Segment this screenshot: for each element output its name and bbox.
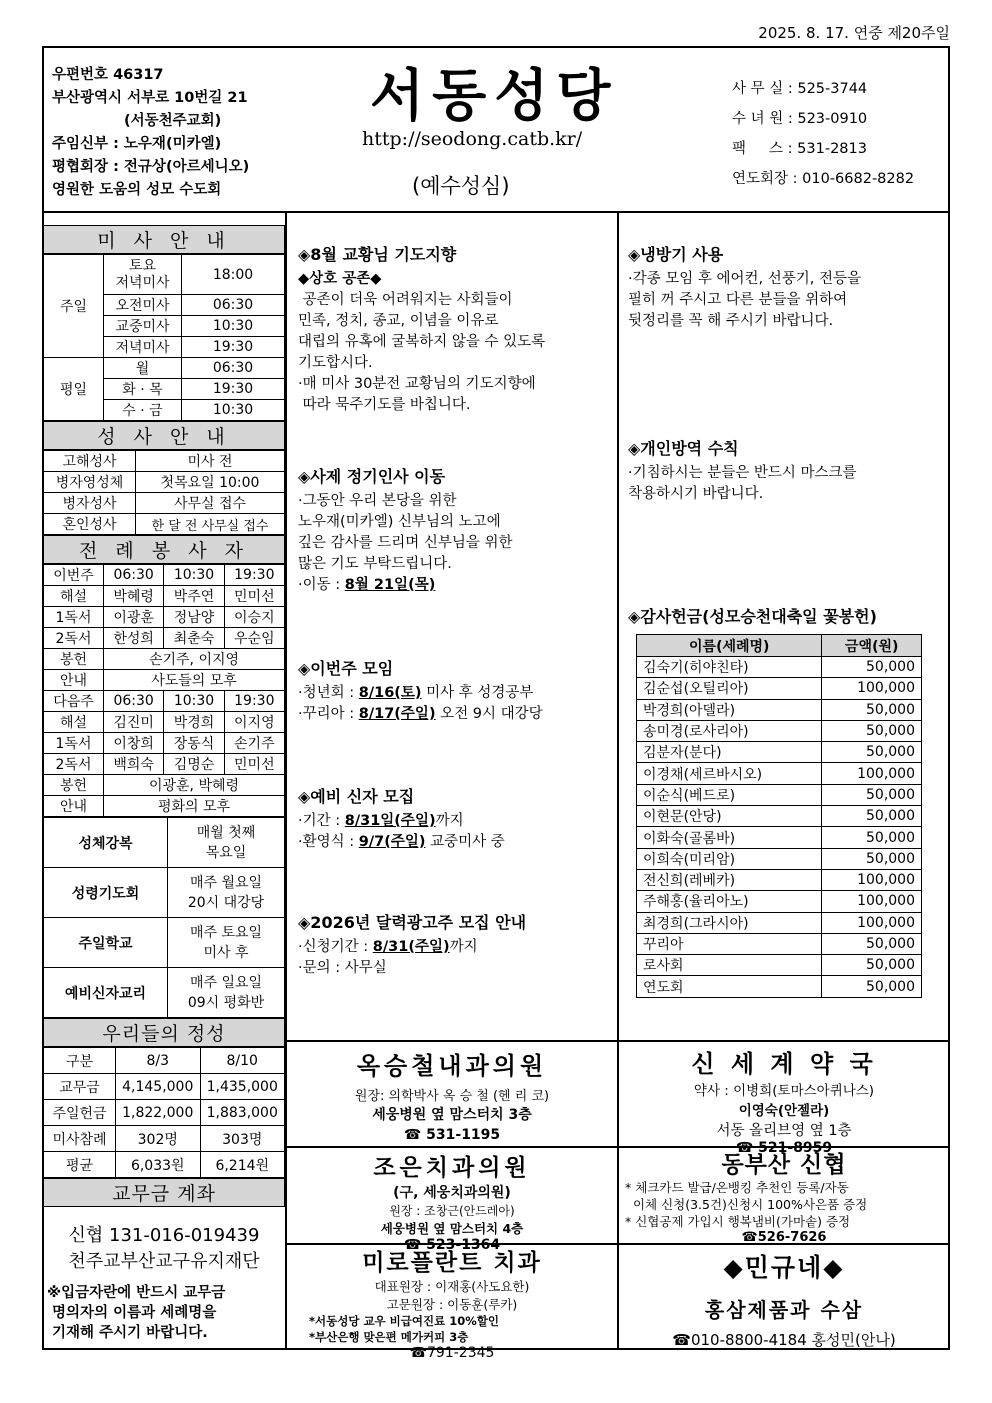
donation-amount: 100,000: [822, 891, 922, 912]
donation-amount: 50,000: [822, 955, 922, 976]
donor-name: 이화숙(골롬바): [637, 827, 822, 848]
offering-table: 구분 8/3 8/10 교무금 4,145,000 1,435,000 주일헌금 1,822,000 1,883,000 미사참례 302명 303명 평균 6,033원 6,214원: [43, 1047, 285, 1178]
donation-amount: 50,000: [822, 720, 922, 741]
notice-quarantine: ◈개인방역 수칙 ·기침하시는 분들은 반드시 마스크를 착용하시기 바랍니다.: [628, 439, 857, 502]
donation-amount: 50,000: [822, 699, 922, 720]
notice-priest-transfer: ◈사제 정기인사 이동 ·그동안 우리 본당을 위한 노우재(미카엘) 신부님의 노고에 깊은 감사를 드리며 신부님을 위한 많은 기도 부탁드립니다. ·이동 : 8월 21일(목): [298, 467, 513, 593]
contact-numbers: 사 무 실 : 525-3744 수 녀 원 : 523-0910 팩 스 : 531-2813 연도회장 : 010-6682-8282: [732, 81, 915, 187]
donation-row: [637, 848, 922, 869]
mass-table: 주일 토요 저녁미사 18:00 오전미사 06:30 교중미사 10:30 저녁미사 19:30 평일 월 06:30 화 · 목 19:30 수 · 금 10:30: [43, 254, 285, 421]
donor-name: 김분자(분다): [637, 742, 822, 763]
donor-name: 연도회: [637, 976, 822, 997]
issue-date: 2025. 8. 17. 연중 제20주일: [758, 24, 950, 42]
donation-row: [637, 763, 922, 784]
ad-credit-union: 동부산 신협 * 체크카드 발급/온뱅킹 추천인 등록/자동 이체 신청(3.5건)신청시 100%사은품 증정 * 신협공제 가입시 행복냄비(가마솥) 증정 ☎526-7626: [625, 1152, 868, 1245]
donor-name: 송미경(로사리아): [637, 720, 822, 741]
donation-row: [637, 891, 922, 912]
donation-amount: 50,000: [822, 848, 922, 869]
donor-name: 이경채(세르바시오): [637, 763, 822, 784]
donation-row: [637, 976, 922, 997]
donation-row: [637, 869, 922, 890]
donor-name: 꾸리아: [637, 933, 822, 954]
donation-row: [637, 827, 922, 848]
header-divider: [42, 211, 950, 213]
account-number: 신협 131-016-019439 천주교부산교구유지재단: [68, 1225, 260, 1272]
ad-internal-clinic: 옥승철내과의원 원장: 의학박사 옥 승 철 (헨 리 코) 세웅병원 옆 맘스터치 3층 ☎ 531-1195: [354, 1052, 550, 1143]
donor-name: 최경희(그라시아): [637, 912, 822, 933]
ads-divider: [285, 1040, 950, 1042]
donation-amount: 50,000: [822, 827, 922, 848]
donation-row: [637, 933, 922, 954]
donor-name: 이희숙(미리암): [637, 848, 822, 869]
donation-amount: 100,000: [822, 678, 922, 699]
donor-name: 전신희(레베카): [637, 869, 822, 890]
ad-pharmacy: 신 세 계 약 국 약사 : 이병희(토마스아퀴나스) 이영숙(안젤라) 서동 올리브영 옆 1층 ☎ 521-8959: [691, 1050, 877, 1156]
ad-ginseng: ◆민규네◆ 홍삼제품과 수삼 ☎010-8800-4184 홍성민(안나): [672, 1253, 896, 1349]
parish-title: 서동성당: [370, 64, 619, 129]
donation-row: [637, 678, 922, 699]
donation-row: [637, 699, 922, 720]
sacrament-table: 고해성사 미사 전 병자영성체 첫목요일 10:00 병자성사 사무실 접수 혼인성사 한 달 전 사무실 접수: [43, 450, 285, 535]
notice-aircon: ◈냉방기 사용 ·각종 모임 후 에어컨, 선풍기, 전등을 필히 꺼 주시고 다른 분들을 위하여 뒷정리를 꼭 해 주시기 바랍니다.: [628, 245, 861, 329]
donation-amount: 50,000: [822, 806, 922, 827]
schedule-table: 성체강복 매월 첫째 목요일 성령기도회 매주 월요일 20시 대강당 주일학교 매주 토요일 미사 후 예비신자교리 매주 일요일 09시 평화반: [43, 817, 285, 1018]
donation-row: [637, 912, 922, 933]
account-note: ※입금자란에 반드시 교무금 명의자의 이름과 세례명을 기재해 주시기 바랍니다.: [47, 1285, 226, 1341]
donation-amount: 100,000: [822, 912, 922, 933]
account-title: 교무금 계좌: [43, 1178, 285, 1207]
donation-amount: 100,000: [822, 763, 922, 784]
offering-title: 우리들의 정성: [43, 1018, 285, 1047]
donation-row: [637, 657, 922, 678]
donor-name: 박경희(아델라): [637, 699, 822, 720]
donor-name: 주해홍(율리아노): [637, 891, 822, 912]
donation-amount: 50,000: [822, 976, 922, 997]
donation-amount: 100,000: [822, 869, 922, 890]
servers-title: 전 례 봉 사 자: [43, 535, 285, 564]
donor-name: 김순섭(오틸리아): [637, 678, 822, 699]
donation-row: [637, 784, 922, 805]
donation-row: [637, 742, 922, 763]
ad-implant-dental: 미로플란트 치과 대표원장 : 이재홍(사도요한) 고문원장 : 이동훈(루카) *서동성당 교우 비급여진료 10%할인 *부산은행 맞은편 메가커피 3층 ☎791-2345: [309, 1250, 542, 1361]
servers-table: 이번주 06:30 10:30 19:30 해설 박혜령 박주연 민미선 1독서 이광훈 정남양 이승지 2독서 한성희 최춘숙 우순임 봉헌 손기주, 이지영 안내 사도들의 모후 다음주 06:30 10:30 19:30 해설 김진미 박경희 이지영 1독서 이창희 장동식 손기주 2독서 백희숙 김명순 민미선 봉헌 이광훈, 박혜령 안내 평화의 모후: [43, 564, 285, 817]
donor-name: 김숙기(히야친타): [637, 657, 822, 678]
donation-amount: 50,000: [822, 784, 922, 805]
donation-amount: 50,000: [822, 657, 922, 678]
donor-name: 이순식(베드로): [637, 784, 822, 805]
donation-amount: 50,000: [822, 933, 922, 954]
donation-section: ◈감사헌금(성모승천대축일 꽃봉헌): [628, 607, 877, 626]
donation-row: [637, 955, 922, 976]
ad-dental-clinic: 조은치과의원 (구, 세웅치과의원) 원장 : 조창근(안드레아) 세웅병원 옆 맘스터치 4층 ☎ 523-1364: [373, 1155, 531, 1253]
donation-row: [637, 806, 922, 827]
parish-subtitle: (예수성심): [412, 174, 510, 198]
donation-row: [637, 720, 922, 741]
notice-weekly-meetings: ◈이번주 모임 ·청년회 : 8/16(토) 미사 후 성경공부 ·꾸리아 : 8/17(주일) 오전 9시 대강당: [298, 659, 543, 722]
mass-title: 미 사 안 내: [43, 225, 285, 254]
notice-calendar-ad: ◈2026년 달력광고주 모집 안내 ·신청기간 : 8/31(주일)까지 ·문의 : 사무실: [298, 913, 527, 976]
donation-amount: 50,000: [822, 742, 922, 763]
notice-catechumen: ◈예비 신자 모집 ·기간 : 8/31일(주일)까지 ·환영식 : 9/7(주일) 교중미사 중: [298, 787, 505, 850]
parish-address: 우편번호 46317 부산광역시 서부로 10번길 21 (서동천주교회) 주임신부 : 노우재(미카엘) 평협회장 : 전규상(아르세니오) 영원한 도움의 성모 수도회: [52, 67, 250, 198]
notice-papal-intention: ◈8월 교황님 기도지향 ◆상호 공존◆ 공존이 더욱 어려워지는 사회들이 민족, 정치, 종교, 이념을 이유로 대립의 유혹에 굴복하지 않을 수 있도록 기도합시다. ·매 미사 30분전 교황님의 기도지향에 따라 묵주기도를 바칩니다.: [298, 245, 546, 413]
donation-table: 이름(세례명) 금액(원) 김숙기(히야친타) 50,000 김순섭(오틸리아) 100,000 박경희(아델라) 50,000 송미경(로사리아) 50,000 김분자(분다) 50,000 이경채(세르바시오) 100,000 이순식(베드로) 50,000 이현문(안당) 50,000 이화숙(골롬바) 50,000 이희숙(미리암) 50,000 전신희(레베카) 100,000 주해홍(율리아노) 100,000 최경희(그라시아) 100,000 꾸리아 50,000 로사회 50,000 연도회 50,000: [636, 634, 922, 998]
parish-url[interactable]: http://seodong.catb.kr/: [362, 128, 583, 150]
sacrament-title: 성 사 안 내: [43, 421, 285, 450]
donor-name: 이현문(안당): [637, 806, 822, 827]
donor-name: 로사회: [637, 955, 822, 976]
